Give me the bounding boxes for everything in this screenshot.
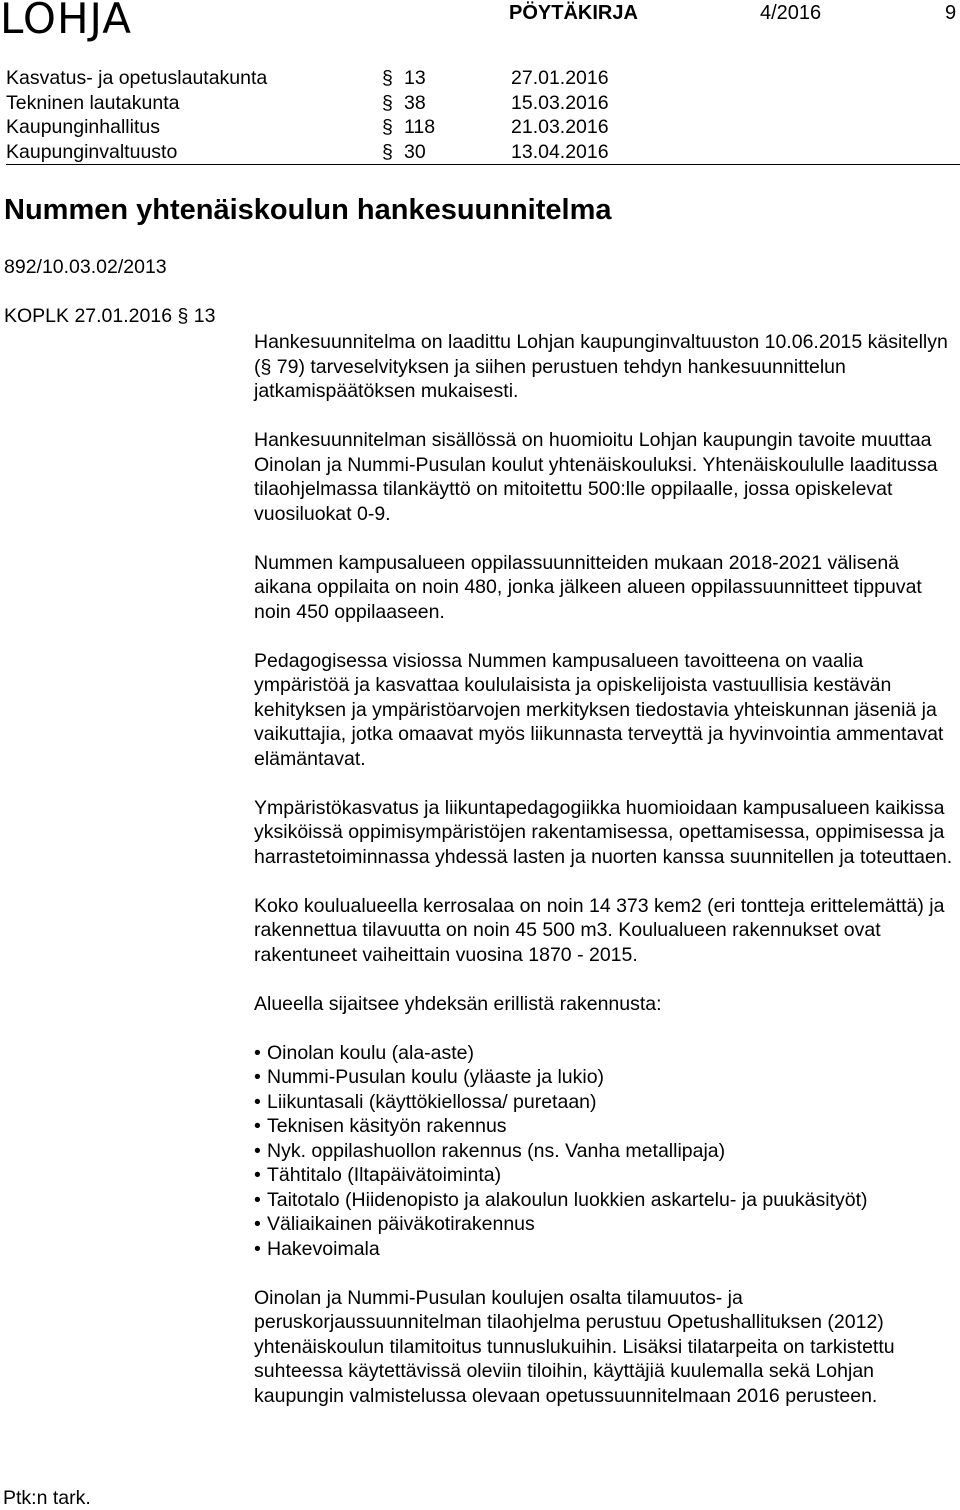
building-name: Teknisen käsityön rakennus	[267, 1115, 507, 1137]
previous-handling: KOPLK 27.01.2016 § 13	[4, 305, 216, 327]
list-item	[254, 1041, 954, 1066]
list-item	[254, 1212, 954, 1237]
building-name: Väliaikainen päiväkotirakennus	[267, 1213, 535, 1235]
meeting-body: Kaupunginhallitus	[6, 116, 160, 138]
section-sign: §	[382, 116, 393, 138]
page-number: 9	[945, 2, 957, 24]
list-item	[254, 1163, 954, 1188]
meeting-row	[6, 115, 960, 140]
bullet-icon: •	[254, 1041, 261, 1064]
section-sign: §	[382, 91, 393, 114]
list-item	[254, 1065, 954, 1090]
meeting-date: 13.04.2016	[511, 140, 609, 163]
section-sign: §	[382, 67, 393, 89]
meeting-date: 27.01.2016	[511, 67, 609, 89]
list-item	[254, 1114, 954, 1139]
building-name: Taitotalo (Hiidenopisto ja alakoulun luokkien askartelu- ja puukäsityöt)	[267, 1188, 868, 1211]
document-title: Nummen yhtenäiskoulun hankesuunnitelma	[4, 194, 612, 226]
meeting-date: 21.03.2016	[511, 116, 609, 138]
bullet-icon: •	[254, 1237, 261, 1260]
diary-number: 892/10.03.02/2013	[4, 256, 167, 278]
document-type: PÖYTÄKIRJA	[509, 2, 638, 24]
bullet-icon: •	[254, 1188, 261, 1211]
building-name: Liikuntasali (käyttökiellossa/ puretaan)	[267, 1090, 597, 1113]
bullet-icon: •	[254, 1139, 261, 1162]
meeting-body: Tekninen lautakunta	[6, 91, 180, 114]
building-name: Tähtitalo (Iltapäivätoiminta)	[267, 1164, 502, 1186]
meeting-body: Kasvatus- ja opetuslautakunta	[6, 67, 268, 89]
paragraph: Nummen kampusalueen oppilassuunnitteiden mukaan 2018-2021 välisenä aikana oppilaita on noin 480, jonka jälkeen alueen oppilassuunnitteet tippuvat noin 450 oppilaaseen.	[254, 551, 922, 623]
bullet-icon: •	[254, 1164, 261, 1186]
document-body	[254, 330, 954, 1433]
building-name: Nummi-Pusulan koulu (yläaste ja lukio)	[267, 1066, 605, 1088]
lohja-logo: LOHJA	[0, 0, 132, 43]
paragraph: Koko koulualueella kerrosalaa on noin 14 373 kem2 (eri tontteja erittelemättä) ja rakennettua tilavuutta on noin 45 500 m3. Koulualueen rakennukset ovat rakentuneet vaiheittain vuosina 1870 - 2015.	[254, 894, 945, 966]
paragraph: Hankesuunnitelman sisällössä on huomioitu Lohjan kaupungin tavoite muuttaa Oinolan ja Nummi-Pusulan koulut yhtenäiskouluksi. Yhtenäiskoululle laaditussa tilaohjelmassa tilankäyttö on mitoitettu 500:lle oppilaalle, jossa opiskelevat vuosiluokat 0-9.	[254, 429, 938, 525]
section-number: 118	[404, 116, 436, 138]
meeting-date: 15.03.2016	[511, 91, 609, 114]
page-header	[0, 0, 960, 44]
section-number: 13	[404, 67, 426, 89]
meeting-row	[6, 91, 960, 116]
bullet-icon: •	[254, 1115, 261, 1137]
meeting-list	[6, 66, 960, 164]
bullet-icon: •	[254, 1090, 261, 1113]
building-name: Hakevoimala	[267, 1237, 380, 1260]
list-item	[254, 1139, 954, 1164]
paragraph: Alueella sijaitsee yhdeksän erillistä rakennusta:	[254, 992, 662, 1015]
paragraph: Pedagogisessa visiossa Nummen kampusalueen tavoitteena on vaalia ympäristöä ja kasvattaa koululaisista ja opiskelijoista vastuullisia kestävän kehityksen ja ympäristöarvojen merkityksen tiedostavia yhteiskunnan jäseniä ja vaikuttajia, jotka omaavat myös liikunnasta terveyttä ja hyvinvointia ammentavat elämäntavat.	[254, 649, 944, 770]
section-number: 38	[404, 91, 426, 114]
building-name: Nyk. oppilashuollon rakennus (ns. Vanha metallipaja)	[267, 1139, 726, 1162]
footer-check-label: Ptk:n tark.	[3, 1487, 91, 1509]
meeting-row	[6, 140, 960, 165]
meeting-row	[6, 66, 960, 91]
section-number: 30	[404, 140, 426, 163]
paragraph: Oinolan ja Nummi-Pusulan koulujen osalta tilamuutos- ja peruskorjaussuunnitelman tilaohjelma perustuu Opetushallituksen (2012) yhtenäiskoulun tilamitoitus tunnuslukuihin. Lisäksi tilatarpeita on tarkistettu suhteessa käytettävissä oleviin tiloihin, käyttäjiä kuulemalla sekä Lohjan kaupungin valmistelussa olevaan opetussuunnitelmaan 2016 perusteen.	[254, 1286, 895, 1407]
header-divider	[6, 164, 960, 165]
bullet-icon: •	[254, 1066, 261, 1088]
document-number: 4/2016	[760, 2, 822, 24]
paragraph: Hankesuunnitelma on laadittu Lohjan kaupunginvaltuuston 10.06.2015 käsitellyn (§ 79) tarveselvityksen ja siihen perustuen tehdyn hankesuunnittelun jatkamispäätöksen mukaisesti.	[254, 331, 948, 402]
bullet-icon: •	[254, 1213, 261, 1235]
list-item	[254, 1090, 954, 1115]
building-name: Oinolan koulu (ala-aste)	[267, 1041, 475, 1064]
list-item	[254, 1237, 954, 1262]
list-item	[254, 1188, 954, 1213]
meeting-body: Kaupunginvaltuusto	[6, 140, 178, 163]
building-list	[254, 1041, 954, 1262]
paragraph: Ympäristökasvatus ja liikuntapedagogiikka huomioidaan kampusalueen kaikissa yksiköissä oppimisympäristöjen rakentamisessa, opettamisessa, oppimisessa ja harrastetoiminnassa yhdessä lasten ja nuorten kanssa suunnitellen ja toteuttaen.	[254, 796, 953, 868]
section-sign: §	[382, 140, 393, 163]
